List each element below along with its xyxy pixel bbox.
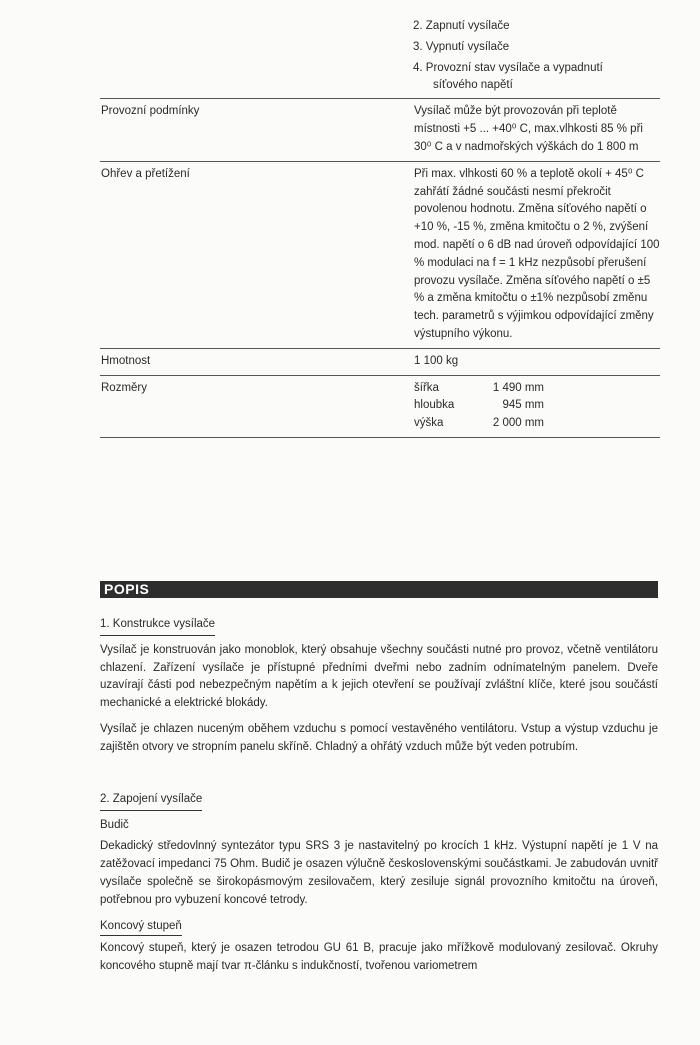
- spec-table: [100, 98, 660, 438]
- spec-page: [100, 0, 660, 438]
- list-text-continued: síťového napětí: [433, 79, 513, 92]
- list-item: [413, 18, 660, 36]
- table-row: [100, 98, 660, 160]
- paragraph: Vysílač je chlazen nuceným oběhem vzduchu s pomocí vestavěného ventilátoru. Vstup a výstup vzduchu je zajištěn otvory ve stropním panelu skříně. Chladný a ohřátý vzduch může být veden potrubím.: [100, 723, 658, 753]
- paragraph: Koncový stupeň, který je osazen tetrodou GU 61 B, pracuje jako mřížkově modulovaný zesilovač. Okruhy koncového stupně mají tvar π-článku s indukčností, tvořenou variometrem: [100, 942, 658, 973]
- dim-value: 945 mm: [502, 399, 544, 412]
- table-row: [100, 161, 660, 348]
- list-item: [413, 39, 660, 57]
- row-value: Vysílač může být provozován při teplotě místnosti +5 ... +40⁰ C, max.vlhkosti 85 % při 30⁰ C a v nadmořských výškách do 1 800 m: [414, 105, 643, 153]
- dim-value: 1 490 mm: [492, 381, 544, 394]
- paragraph: Dekadický středovlnný syntezátor typu SRS 3 je nastavitelný po krocích 1 kHz. Výstupní napětí je 1 V na zatěžovací impedanci 75 Ohm. Budič je osazen výlučně československými součástkami. Je zabudován uvnitř vysílače společně se širokopásmovým zesilovačem, který zesiluje signál provozního kmitočtu na úroveň, potřebnou pro vybuzení koncové tetrody.: [100, 840, 658, 906]
- dim-value: 2 000 mm: [492, 417, 544, 430]
- row-label: Rozměry: [101, 381, 148, 394]
- section-heading: 1. Konstrukce vysílače: [100, 616, 215, 636]
- list-number: 2.: [413, 20, 423, 32]
- table-row: [100, 375, 660, 438]
- list-number: 4.: [413, 61, 423, 74]
- table-row: [100, 348, 660, 375]
- subheading: Koncový stupeň: [100, 918, 182, 937]
- subheading: Budič: [100, 818, 129, 831]
- numbered-list: [413, 0, 660, 95]
- section-title-bar: POPIS: [100, 581, 658, 598]
- description-body: [100, 616, 658, 984]
- row-value: 1 100 kg: [414, 354, 459, 367]
- section-heading: 2. Zapojení vysílače: [100, 791, 202, 811]
- list-text: Vypnutí vysílače: [425, 40, 510, 53]
- list-text: Zapnutí vysílače: [425, 20, 510, 32]
- dim-name: výška: [414, 417, 444, 430]
- row-label: Provozní podmínky: [101, 105, 200, 118]
- paragraph: Vysílač je konstruován jako monoblok, který obsahuje všechny součásti nutné pro provoz, včetně ventilátoru chlazení. Zařízení vysílače je přístupné předními dveřmi nebo zadním odnímatelným panelem. Dveře uzavírají části pod nebezpečným napětím a k jejich otevření se používají zvláštní klíče, které jsou součástí mechanické a elektrické blokády.: [100, 643, 658, 710]
- dim-name: hloubka: [414, 399, 455, 412]
- row-value: Při max. vlhkosti 60 % a teplotě okolí + 45⁰ C zahřátí žádné součásti nesmí překročit povolenou hodnotu. Změna síťového napětí o +10 %, -15 %, změna kmitočtu o 2 %, zvýšení mod. napětí o 6 dB nad úroveň odpovídající 100 % modulaci na f = 1 kHz nezpůsobí přerušení provozu vysílače. Změna síťového napětí o ±5 % a změna kmitočtu o ±1% nezpůsobí změnu tech. parametrů s výjimkou odpovídající změny výstupního výkonu.: [414, 167, 660, 340]
- list-text: Provozní stav vysílače a vypadnutí: [425, 61, 603, 74]
- row-label: Ohřev a přetížení: [101, 167, 190, 180]
- row-value: [414, 380, 660, 433]
- list-number: 3.: [413, 40, 423, 53]
- dim-name: šířka: [414, 381, 439, 394]
- list-item: [413, 60, 660, 96]
- dimensions-grid: [414, 380, 660, 433]
- row-label: Hmotnost: [101, 354, 151, 367]
